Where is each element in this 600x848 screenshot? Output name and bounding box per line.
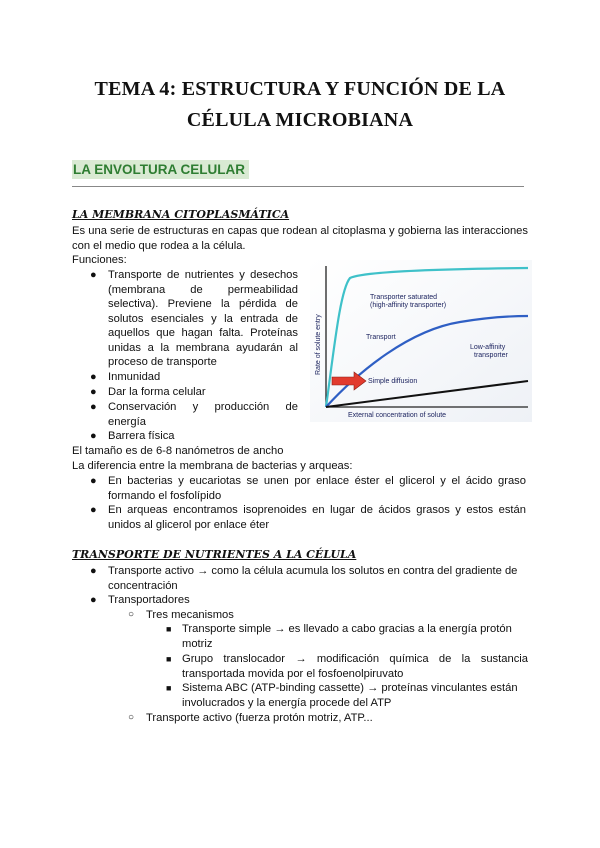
- list-item: ● Transporte activo → como la célula acumula los solutos en contra del gradiente de concentración: [90, 565, 518, 592]
- tamano-text: El tamaño es de 6-8 nanómetros de ancho: [72, 445, 284, 457]
- title-line-1: TEMA 4: ESTRUCTURA Y FUNCIÓN DE LA: [94, 78, 506, 100]
- list-item: ○ Transporte activo (fuerza protón motriz, ATP...: [128, 712, 373, 724]
- annotation-simple-diffusion: Simple diffusion: [368, 378, 418, 385]
- list-item: ■ Grupo translocador → modificación química de la sustancia transportada movida por el fosfoenolpiruvato: [166, 653, 528, 680]
- intro-paragraph: Es una serie de estructuras en capas que rodean al citoplasma y gobierna las interacciones con el medio que rodea a la célula.: [72, 225, 528, 252]
- list-item: ○ Tres mecanismos: [128, 609, 234, 621]
- bullet-icon: ●: [90, 371, 97, 383]
- list-item: ● Conservación y producción de energía: [90, 401, 298, 428]
- list-item: ■ Transporte simple → es llevado a cabo gracias a la energía protón motriz: [166, 623, 512, 650]
- list-item: ● Inmunidad: [90, 371, 161, 383]
- diferencia-label: La diferencia entre la membrana de bacterias y arqueas:: [72, 460, 353, 472]
- list-item: ■ Sistema ABC (ATP-binding cassette) → proteínas vinculantes están involucrados y la energía procede del ATP: [166, 682, 518, 709]
- list-item: ● Barrera física: [90, 430, 175, 442]
- annotation-saturated: Transporter saturated: [370, 294, 438, 301]
- bullet-icon: ●: [90, 401, 97, 413]
- page-title: [40, 74, 560, 136]
- bullet-icon: ●: [90, 475, 97, 487]
- list-item: ● En arqueas encontramos isoprenoides en lugar de ácidos grasos y estos están unidos al glicerol por enlace éter: [90, 504, 526, 531]
- circle-bullet-icon: ○: [128, 609, 135, 620]
- annotation-saturated-2: (high-affinity transporter): [370, 302, 447, 309]
- subtitle-transporte: TRANSPORTE DE NUTRIENTES A LA CÉLULA: [72, 548, 357, 561]
- square-bullet-icon: ■: [166, 654, 172, 664]
- bullet-icon: ●: [90, 430, 97, 442]
- list-item: ● Transporte de nutrientes y desechos (membrana de permeabilidad selectiva). Previene la pérdida de solutos esenciales y la entrada de aquellos que hagan falta. Proteínas unidas a la membrana ayudarán al proceso de transporte: [90, 269, 298, 368]
- bullet-icon: ●: [90, 386, 97, 398]
- annotation-low-affinity-2: transporter: [474, 352, 508, 359]
- x-axis-label: External concentration of solute: [348, 412, 447, 419]
- title-line-2: CÉLULA MICROBIANA: [186, 109, 414, 131]
- circle-bullet-icon: ○: [128, 712, 135, 723]
- annotation-low-affinity: Low-affinity: [470, 344, 506, 351]
- section-heading: LA ENVOLTURA CELULAR: [72, 160, 249, 179]
- square-bullet-icon: ■: [166, 683, 172, 693]
- bullet-icon: ●: [90, 565, 97, 577]
- annotation-transport: Transport: [366, 334, 396, 341]
- list-item: ● Dar la forma celular: [90, 386, 206, 398]
- transport-chart: [310, 260, 532, 422]
- list-item: ● En bacterias y eucariotas se unen por enlace éster el glicerol y el ácido graso formando el fosfolípido: [90, 475, 526, 502]
- chart-svg: [310, 260, 532, 422]
- square-bullet-icon: ■: [166, 624, 172, 634]
- bullet-icon: ●: [90, 594, 97, 606]
- subtitle-membrana: LA MEMBRANA CITOPLASMÁTICA: [72, 208, 290, 221]
- chart-background: [310, 260, 532, 422]
- list-item: ● Transportadores: [90, 594, 190, 606]
- y-axis-label: Rate of solute entry: [315, 314, 322, 375]
- divider: [72, 186, 524, 187]
- funciones-label: Funciones:: [72, 254, 127, 266]
- bullet-icon: ●: [90, 504, 97, 516]
- bullet-icon: ●: [90, 269, 97, 281]
